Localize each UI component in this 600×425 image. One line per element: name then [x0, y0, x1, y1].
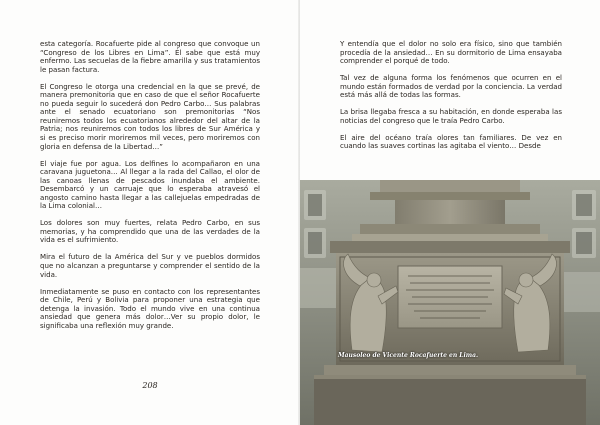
right-paragraph-4: El aire del océano traía olores tan familiares. De vez en cuando las suaves cortinas las agitaba el viento… Desde: [340, 132, 562, 151]
right-page: [300, 0, 600, 425]
left-paragraph-6: Inmediatamente se puso en contacto con los representantes de Chile, Perú y Bolivia para proponer una estrategia que detenga la invasión. Todo el mundo vive en una continua ansiedad que genera más dolor…Ver su propio dolor, le significaba una reflexión muy grande.: [40, 286, 260, 330]
left-paragraph-3: El viaje fue por agua. Los delfines lo acompañaron en una caravana juguetona… Al llegar a la rada del Callao, el olor de las canoas llenas de pescados inundaba el ambiente. Desembarcó y un carruaje que lo esperaba atravesó el angosto camino hasta llegar a las callejuelas empedradas de la Lima colonial…: [40, 158, 260, 211]
photo-caption: Mausoleo de Vicente Rocafuerte en Lima.: [338, 352, 479, 359]
left-paragraph-5: Mira el futuro de la América del Sur y ve pueblos dormidos que no alcanzan a preguntarse y comprender el sentido de la vida.: [40, 252, 260, 279]
left-paragraph-1: esta categoría. Rocafuerte pide al congreso que convoque un “Congreso de los Libres en Lima”. Él sabe que está muy enfermo. Las secuelas de la fiebre amarilla y sus tratamientos le pasan factura.: [40, 39, 260, 74]
left-text-column: [40, 40, 260, 330]
right-paragraph-2: Tal vez de alguna forma los fenómenos que ocurren en el mundo están formados de verdad por la conciencia. La verdad está más allá de todas las formas.: [340, 73, 562, 100]
right-text-column: [340, 40, 562, 151]
left-paragraph-4: Los dolores son muy fuertes, relata Pedro Carbo, en sus memorias, y ha comprendido que una de las verdades de la vida es el sufrimiento.: [40, 218, 260, 245]
page-number: 208: [142, 381, 158, 390]
right-paragraph-3: La brisa llegaba fresca a su habitación, en donde esperaba las noticias del congreso que le traía Pedro Carbo.: [340, 107, 562, 125]
right-paragraph-1: Y entendía que el dolor no solo era físico, sino que también procedía de la ansiedad… En su dormitorio de Lima ensayaba comprender el porqué de todo.: [340, 39, 562, 66]
left-paragraph-2: El Congreso le otorga una credencial en la que se prevé, de manera premonitoria que en caso de que el señor Rocafuerte no pueda seguir lo sucederá don Pedro Carbo… Sus palabras ante el senado ecuatoriano son premonitorias “Nos reuniremos todos los ecuatorianos alrededor del altar de la Patria; nos reuniremos con todos los libres de Sur América y si es preciso morir moriremos mil veces, pero moriremos con gloria en defensa de la Libertad…”: [40, 81, 260, 151]
mausoleum-photo: [300, 180, 600, 425]
